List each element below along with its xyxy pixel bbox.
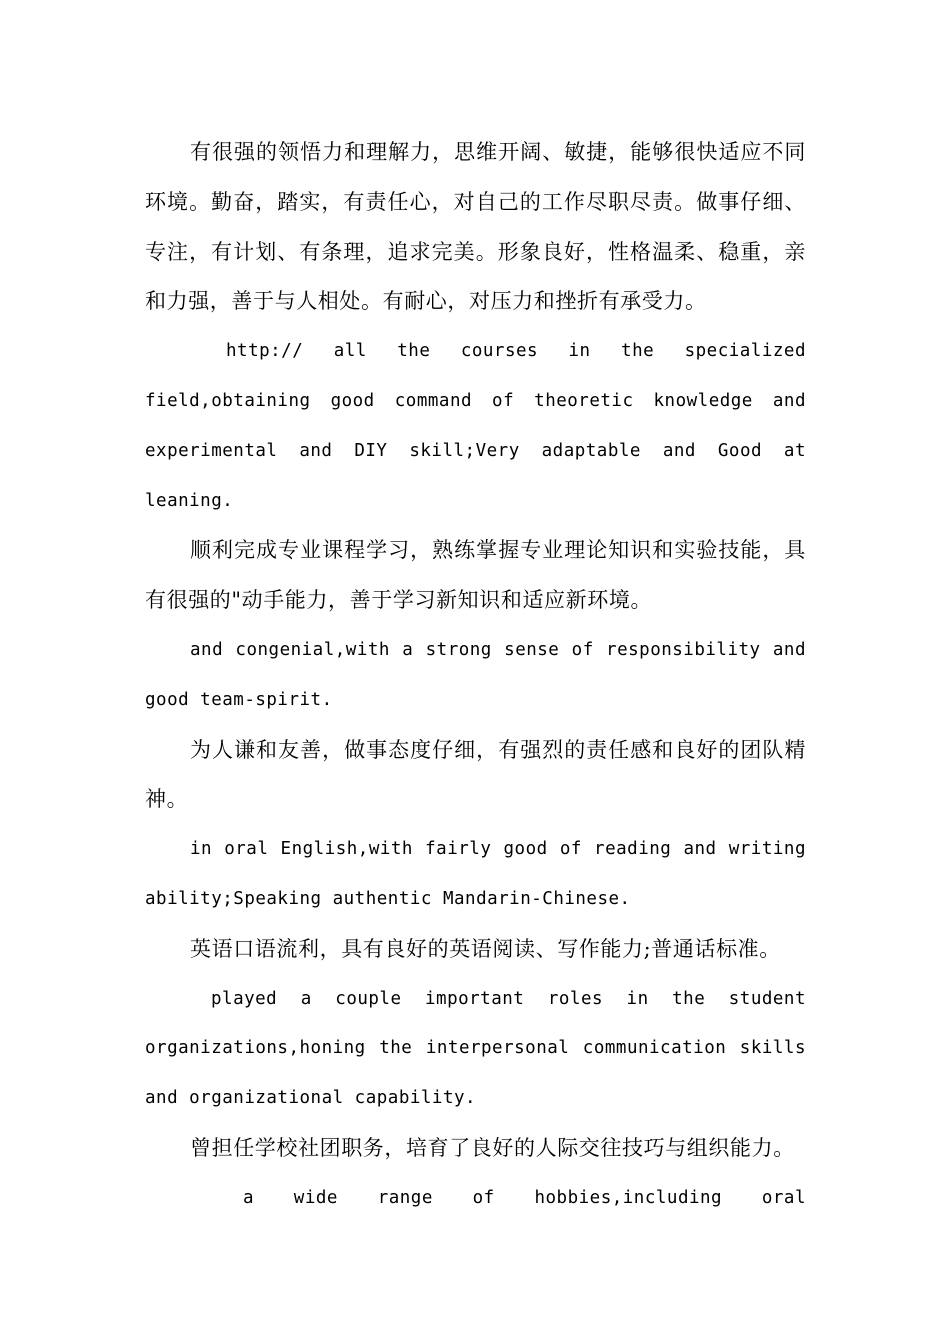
paragraph-courses-zh: 顺利完成专业课程学习，熟练掌握专业理论知识和实验技能，具有很强的"动手能力，善于学习新知识和适应新环境。 <box>145 538 806 613</box>
paragraph-courses-en: http:// all the courses in the specialized field,obtaining good command of theoretic knowledge and experimental and DIY skill;Very adaptable and Good at leaning. <box>145 341 806 511</box>
paragraph-hobbies-en: a wide range of hobbies,including oral <box>243 1187 806 1208</box>
paragraph-english-en: in oral English,with fairly good of reading and writing ability;Speaking authentic Mandarin-Chinese. <box>145 839 806 909</box>
paragraph-roles-zh: 曾担任学校社团职务，培育了良好的人际交往技巧与组织能力。 <box>190 1135 795 1160</box>
paragraph-congenial-en: and congenial,with a strong sense of responsibility and good team-spirit. <box>145 639 806 710</box>
document-page <box>145 128 806 1224</box>
paragraph-personality-zh: 有很强的领悟力和理解力，思维开阔、敏捷，能够很快适应不同环境。勤奋，踏实，有责任心，对自己的工作尽职尽责。做事仔细、专注，有计划、有条理，追求完美。形象良好，性格温柔、稳重，亲和力强，善于与人相处。有耐心，对压力和挫折有承受力。 <box>145 140 806 314</box>
paragraph-congenial-zh: 为人谦和友善，做事态度仔细，有强烈的责任感和良好的团队精神。 <box>145 737 806 812</box>
paragraph-english-zh: 英语口语流利，具有良好的英语阅读、写作能力;普通话标准。 <box>190 936 781 961</box>
paragraph-roles-en: played a couple important roles in the student organizations,honing the interpersonal communication skills and organizational capability. <box>145 988 806 1109</box>
